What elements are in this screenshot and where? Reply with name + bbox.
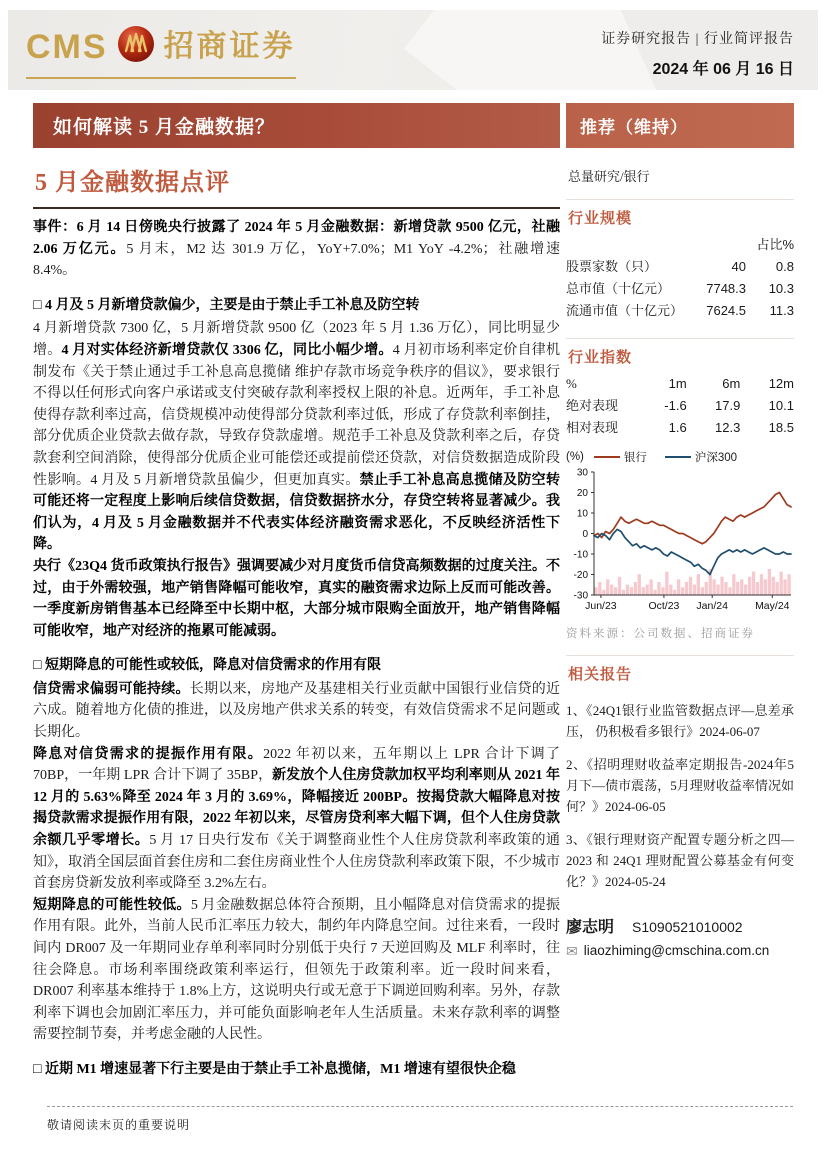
legend-item: 沪深300 bbox=[665, 449, 737, 465]
report-link[interactable]: 1、《24Q1银行业监管数据点评—息差承压， 仍积极看多银行》2024-06-07 bbox=[566, 703, 794, 739]
related-reports-heading: 相关报告 bbox=[566, 655, 794, 690]
analyst-name: 廖志明 bbox=[566, 919, 615, 936]
section-heading: □ 短期降息的可能性或较低，降息对信贷需求的作用有限 bbox=[33, 658, 381, 674]
industry-index-table: % 1m 6m 12m 绝对表现 -1.6 17.9 10.1 相对表现 1.6 12.3 18.5 bbox=[566, 373, 794, 439]
main-column bbox=[33, 103, 560, 1083]
svg-text:Oct/23: Oct/23 bbox=[648, 600, 680, 612]
svg-text:-30: -30 bbox=[573, 590, 588, 602]
cms-emblem-icon bbox=[116, 24, 156, 69]
legend-item: 银行 bbox=[594, 449, 647, 465]
section-heading: □ 近期 M1 增速显著下行主要是由于禁止手工补息揽储，M1 增速有望很快企稳 bbox=[33, 1061, 516, 1077]
doc-meta bbox=[601, 28, 794, 79]
report-subtitle: 5 月金融数据点评 bbox=[35, 170, 230, 196]
svg-text:10: 10 bbox=[576, 508, 588, 520]
cms-wordmark: CMS bbox=[26, 27, 108, 66]
report-title-banner bbox=[33, 103, 560, 148]
performance-chart bbox=[566, 467, 794, 617]
masthead bbox=[8, 10, 818, 90]
analyst-email[interactable]: liaozhiming@cmschina.com.cn bbox=[583, 943, 770, 958]
svg-text:-20: -20 bbox=[573, 570, 588, 581]
brand-logo bbox=[26, 24, 296, 79]
analyst-cert-id: S1090521010002 bbox=[632, 919, 743, 935]
rating-banner: 推荐（维持） bbox=[566, 103, 794, 148]
related-reports-list bbox=[566, 700, 794, 892]
svg-text:-10: -10 bbox=[573, 549, 588, 561]
paragraph: 央行《23Q4 货币政策执行报告》强调要减少对月度货币信贷高频数据的过度关注。不过，由于外需较强，地产销售降幅可能收窄，真实的融资需求边际上反而可能改善。一季度新房销售基本已经降至中长期中枢，大部分城市限购全面放开，地产销售降幅可能收窄，地产对经济的拖累可能减弱。 bbox=[33, 558, 560, 639]
report-link[interactable]: 3、《银行理财资产配置专题分析之四—2023 和 24Q1 理财配置公募基金有何变化？》2024-05-24 bbox=[566, 832, 794, 889]
chart-legend: (%) 银行 沪深300 bbox=[566, 451, 738, 464]
svg-text:Jan/24: Jan/24 bbox=[696, 600, 728, 612]
industry-scale-table: 占比% 股票家数（只） 40 0.8 总市值（十亿元） 7748.3 10.3 流通市值（十亿元） 7624.5 11.3 bbox=[566, 234, 794, 322]
company-name: 招商证券 bbox=[163, 29, 296, 63]
paragraph: 短期降息的可能性较低。5 月金融数据总体符合预期，且小幅降息对信贷需求的提振作用有限。此外，当前人民币汇率压力较大，制约年内降息空间。过往来看，一段时间内 DR007 及一年期同业存单利率同时分别低于央行 7 天逆回购及 MLF 利率时，往往会降息。市场利率围绕政策利率运行，但领先于政策利率。近一段时间来看，DR007 利率基本维持于 1.8%上方，这说明央行或无意于下调逆回购利率。另外，存款利率下调也会加剧汇率压力，并可能负面影响老年人生活质量。未来存款利率的调整需要控制节奏，并考虑金融的人民性。 bbox=[33, 897, 561, 1043]
sidebar bbox=[566, 103, 794, 958]
footer-disclaimer: 敬请阅读末页的重要说明 bbox=[47, 1118, 191, 1132]
paragraph: 信贷需求偏弱可能持续。长期以来，房地产及基建相关行业贡献中国银行业信贷的近六成。随着地方化债的推进，以及房地产供求关系的转变，有效信贷需求不足问题或长期化。 bbox=[33, 681, 560, 741]
index-table-row: 相对表现 1.6 12.3 18.5 bbox=[566, 420, 794, 435]
svg-text:Jun/23: Jun/23 bbox=[585, 600, 617, 612]
report-title: 如何解读 5 月金融数据？ bbox=[53, 117, 276, 138]
scale-table-row: 流通市值（十亿元） 7624.5 11.3 bbox=[566, 303, 794, 318]
analyst-block bbox=[566, 914, 794, 958]
paragraph: 4 月新增贷款 7300 亿，5 月新增贷款 9500 亿（2023 年 5 月 1.36 万亿），同比明显少增。4 月对实体经济新增贷款仅 3306 亿，同比小幅少增。4 月初市场利率定价自律机制发布《关于禁止通过手工补息高息揽储 维护存款市场竞争秩序的倡议》，要求银行不得以任何形式向客户承诺或支付突破存款利率授权上限的补息。近两年，手工补息使得存款利率过高，信贷规模冲动使得部分贷款利率过低，形成了存贷款利率倒挂，部分优质企业贷款去做存款，导致存贷款虚增。规范手工补息及贷款利率之后，存贷款套利空间消除，使得部分优质企业可能偿还或提前偿还贷款，对信贷数据造成阶段性影响。4 月及 5 月新增贷款虽偏少，但更加真实。禁止手工补息高息揽储及防空转可能还将一定程度上影响后续信贷数据，信贷数据挤水分，存贷空转将显著减少。我们认为，4 月及 5 月金融数据并不代表实体经济融资需求恶化，不反映经济活性下降。 bbox=[33, 321, 561, 553]
chart-source: 资料来源：公司数据、招商证券 bbox=[566, 628, 755, 640]
report-link[interactable]: 2、《招明理财收益率定期报告-2024年5月下—债市震荡，5月理财收益率情况如何？》2024-06-05 bbox=[566, 757, 794, 814]
section-heading: □ 4 月及 5 月新增贷款偏少，主要是由于禁止手工补息及防空转 bbox=[33, 297, 420, 313]
scale-table-row: 总市值（十亿元） 7748.3 10.3 bbox=[566, 281, 794, 296]
svg-text:May/24: May/24 bbox=[755, 600, 790, 612]
doc-date: 2024 年 06 月 16 日 bbox=[652, 61, 794, 78]
industry-index-section bbox=[566, 338, 794, 641]
svg-text:20: 20 bbox=[576, 488, 588, 499]
index-table-row: 绝对表现 -1.6 17.9 10.1 bbox=[566, 398, 794, 413]
email-icon: ✉ bbox=[566, 942, 578, 959]
body-paragraphs bbox=[33, 217, 560, 1081]
research-category: 总量研究/银行 bbox=[568, 169, 650, 184]
industry-scale-section bbox=[566, 199, 794, 322]
svg-text:30: 30 bbox=[576, 467, 588, 479]
doc-type: 证券研究报告 | 行业简评报告 bbox=[601, 32, 794, 47]
paragraph: 降息对信贷需求的提振作用有限。2022 年初以来，五年期以上 LPR 合计下调了 70BP，一年期 LPR 合计下调了 35BP，新发放个人住房贷款加权平均利率则从 2021 年 12 月的 5.63%降至 2024 年 3 月的 3.69%，降幅接近 200BP。按揭贷款大幅降息对按揭贷款需求提振作用有限，2022 年初以来，尽管房贷利率大幅下调，但个人住房贷款余额几乎零增长。5 月 17 日央行发布《关于调整商业性个人住房贷款利率政策的通知》，取消全国层面首套住房和二套住房商业性个人住房贷款利率政策下限，不少城市首套房贷新发放利率或降至 3.2%左右。 bbox=[33, 746, 561, 892]
scale-table-row: 股票家数（只） 40 0.8 bbox=[566, 259, 794, 274]
industry-scale-heading: 行业规模 bbox=[566, 199, 794, 234]
svg-text:0: 0 bbox=[582, 529, 588, 540]
related-reports-section bbox=[566, 655, 794, 892]
report-body bbox=[33, 207, 560, 1081]
page-footer bbox=[47, 1106, 793, 1133]
industry-index-heading: 行业指数 bbox=[566, 338, 794, 373]
paragraph: 事件：6 月 14 日傍晚央行披露了 2024 年 5 月金融数据：新增贷款 9500 亿元，社融 2.06 万亿元。5 月末，M2 达 301.9 万亿，YoY+7.0%；M1 YoY -4.2%；社融增速 8.4%。 bbox=[33, 220, 560, 279]
